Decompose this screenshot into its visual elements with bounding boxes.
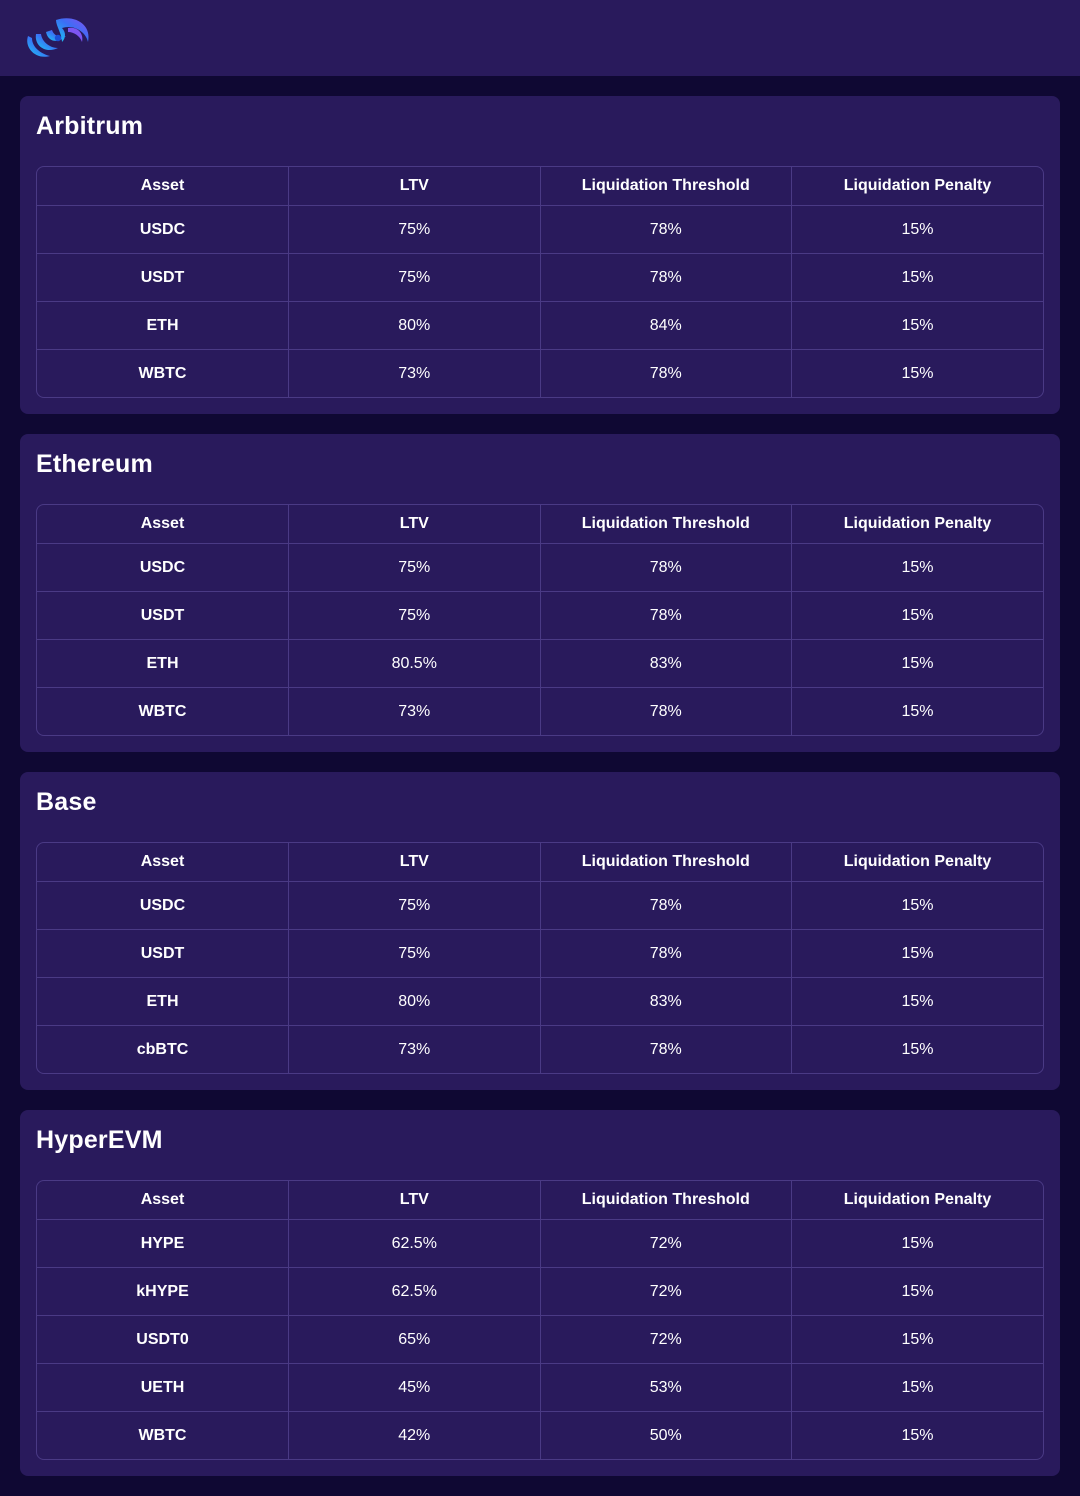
table-header-row — [37, 167, 1043, 206]
table-row — [37, 1412, 1043, 1460]
penalty-cell: 15% — [792, 978, 1044, 1026]
table-row — [37, 882, 1043, 930]
section-title: Base — [36, 788, 97, 816]
table-row — [37, 1026, 1043, 1074]
threshold-cell: 78% — [540, 688, 792, 736]
parameters-table — [36, 1180, 1044, 1460]
table-row — [37, 592, 1043, 640]
asset-cell: USDC — [37, 882, 289, 930]
column-header: Liquidation Threshold — [540, 505, 792, 544]
column-header: Liquidation Threshold — [540, 167, 792, 206]
ltv-cell: 62.5% — [289, 1220, 541, 1268]
table-row — [37, 206, 1043, 254]
threshold-cell: 78% — [540, 1026, 792, 1074]
ltv-cell: 75% — [289, 930, 541, 978]
ltv-cell: 73% — [289, 350, 541, 398]
column-header: LTV — [289, 167, 541, 206]
threshold-cell: 83% — [540, 978, 792, 1026]
parameters-table — [36, 504, 1044, 736]
table-row — [37, 688, 1043, 736]
ltv-cell: 45% — [289, 1364, 541, 1412]
threshold-cell: 78% — [540, 350, 792, 398]
section-title: Arbitrum — [36, 112, 144, 140]
threshold-cell: 50% — [540, 1412, 792, 1460]
threshold-cell: 78% — [540, 930, 792, 978]
table-row — [37, 1268, 1043, 1316]
column-header: Liquidation Penalty — [792, 1181, 1044, 1220]
section-ethereum — [20, 434, 1060, 752]
ltv-cell: 73% — [289, 1026, 541, 1074]
column-header: Liquidation Penalty — [792, 505, 1044, 544]
penalty-cell: 15% — [792, 640, 1044, 688]
penalty-cell: 15% — [792, 254, 1044, 302]
asset-cell: UETH — [37, 1364, 289, 1412]
threshold-cell: 78% — [540, 592, 792, 640]
table-header-row — [37, 505, 1043, 544]
section-arbitrum — [20, 96, 1060, 414]
asset-cell: ETH — [37, 640, 289, 688]
asset-cell: USDT — [37, 592, 289, 640]
table-row — [37, 978, 1043, 1026]
asset-cell: USDT0 — [37, 1316, 289, 1364]
column-header: Liquidation Penalty — [792, 167, 1044, 206]
penalty-cell: 15% — [792, 206, 1044, 254]
table-row — [37, 1220, 1043, 1268]
penalty-cell: 15% — [792, 1220, 1044, 1268]
ltv-cell: 75% — [289, 882, 541, 930]
table-row — [37, 930, 1043, 978]
table-row — [37, 254, 1043, 302]
table-header-row — [37, 1181, 1043, 1220]
swirl-logo-icon[interactable] — [22, 14, 92, 62]
table-row — [37, 544, 1043, 592]
parameters-table — [36, 166, 1044, 398]
ltv-cell: 75% — [289, 206, 541, 254]
asset-cell: USDC — [37, 206, 289, 254]
threshold-cell: 78% — [540, 544, 792, 592]
top-bar — [0, 0, 1080, 76]
column-header: Liquidation Penalty — [792, 843, 1044, 882]
asset-cell: kHYPE — [37, 1268, 289, 1316]
column-header: Asset — [37, 1181, 289, 1220]
penalty-cell: 15% — [792, 1364, 1044, 1412]
section-hyperevm — [20, 1110, 1060, 1476]
ltv-cell: 75% — [289, 592, 541, 640]
asset-cell: USDC — [37, 544, 289, 592]
threshold-cell: 84% — [540, 302, 792, 350]
threshold-cell: 72% — [540, 1268, 792, 1316]
ltv-cell: 73% — [289, 688, 541, 736]
table-row — [37, 350, 1043, 398]
threshold-cell: 78% — [540, 882, 792, 930]
ltv-cell: 75% — [289, 254, 541, 302]
penalty-cell: 15% — [901, 364, 934, 382]
asset-cell: ETH — [37, 302, 289, 350]
column-header: Asset — [37, 843, 289, 882]
ltv-cell: 80% — [289, 978, 541, 1026]
column-header: Asset — [37, 505, 289, 544]
section-title: HyperEVM — [36, 1126, 163, 1154]
section-title: Ethereum — [36, 450, 153, 478]
column-header: Liquidation Threshold — [540, 843, 792, 882]
threshold-cell: 72% — [540, 1220, 792, 1268]
penalty-cell: 15% — [901, 1426, 934, 1444]
parameters-table — [36, 842, 1044, 1074]
ltv-cell: 65% — [289, 1316, 541, 1364]
ltv-cell: 75% — [289, 544, 541, 592]
penalty-cell: 15% — [792, 302, 1044, 350]
asset-cell: cbBTC — [37, 1026, 289, 1074]
penalty-cell: 15% — [792, 930, 1044, 978]
column-header: LTV — [289, 1181, 541, 1220]
asset-cell: HYPE — [37, 1220, 289, 1268]
asset-cell: WBTC — [37, 350, 289, 398]
table-row — [37, 1316, 1043, 1364]
penalty-cell: 15% — [792, 592, 1044, 640]
penalty-cell: 15% — [792, 544, 1044, 592]
penalty-cell: 15% — [901, 702, 934, 720]
asset-cell: ETH — [37, 978, 289, 1026]
penalty-cell: 15% — [792, 1268, 1044, 1316]
column-header: LTV — [289, 843, 541, 882]
ltv-cell: 62.5% — [289, 1268, 541, 1316]
penalty-cell: 15% — [792, 882, 1044, 930]
threshold-cell: 53% — [540, 1364, 792, 1412]
ltv-cell: 80.5% — [289, 640, 541, 688]
table-header-row — [37, 843, 1043, 882]
asset-cell: WBTC — [37, 688, 289, 736]
ltv-cell: 80% — [289, 302, 541, 350]
threshold-cell: 78% — [540, 206, 792, 254]
threshold-cell: 72% — [540, 1316, 792, 1364]
penalty-cell: 15% — [901, 1040, 934, 1058]
table-row — [37, 640, 1043, 688]
ltv-cell: 42% — [289, 1412, 541, 1460]
column-header: Asset — [37, 167, 289, 206]
penalty-cell: 15% — [792, 1316, 1044, 1364]
asset-cell: USDT — [37, 930, 289, 978]
table-row — [37, 1364, 1043, 1412]
threshold-cell: 78% — [540, 254, 792, 302]
column-header: LTV — [289, 505, 541, 544]
section-base — [20, 772, 1060, 1090]
table-row — [37, 302, 1043, 350]
asset-cell: USDT — [37, 254, 289, 302]
asset-cell: WBTC — [37, 1412, 289, 1460]
column-header: Liquidation Threshold — [540, 1181, 792, 1220]
threshold-cell: 83% — [540, 640, 792, 688]
